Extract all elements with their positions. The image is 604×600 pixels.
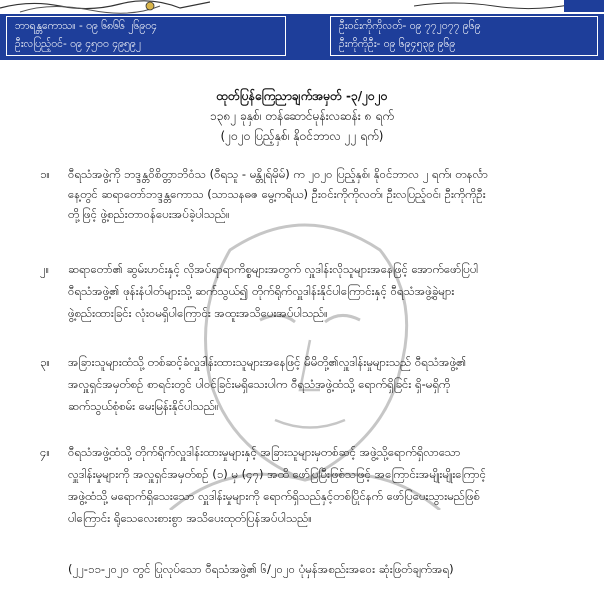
declaration-date-burmese: ၁၃၈၂ ခုနှစ်၊ တန်ဆောင်မုန်းလဆန်း ၈ ရက် bbox=[210, 109, 394, 123]
contact-line: ဦးဝင်းကိုကိုလတ်- ၀၉ ၇၇၂၀၇၇ ၉၆၉ bbox=[339, 20, 481, 32]
header-contact-bar bbox=[0, 14, 604, 58]
paragraph-number: ၁။ bbox=[40, 167, 50, 181]
declaration-title: ထုတ်ပြန်ကြေညာချက်အမှတ် -၃/၂၀၂၀ bbox=[216, 89, 388, 103]
paragraph-line: တို့ဖြင့် ဖွဲ့စည်းတာဝန်ပေးအပ်ခဲ့ပါသည်။ bbox=[68, 207, 230, 221]
contact-line: ဘာရန္တကောသ။ - ၀၉ ၆၈၆၆ ၂၆၉၀၄ bbox=[15, 20, 158, 32]
paragraph-line: ဆရာတော်၏ ဆွမ်းဟင်းနှင့် လိုအပ်ရာရာကိစ္စများအတွက် လှူဒါန်းလိုသူများအနေဖြင့် အောက်ဖော်ပြပါ bbox=[68, 262, 479, 276]
contact-line: ဦးကိုကိုဦး- ၀၉ ၆၉၄၅၃၉ ၉၆၉ bbox=[339, 38, 456, 50]
contact-line: ဦးလပြည့်ဝင်- ၀၉ ၄၅၀၀ ၄၉၅၉၂ bbox=[15, 38, 141, 50]
header-divider bbox=[0, 58, 604, 64]
declaration-date-gregorian: (၂၀၂၀ ပြည့်နှစ်၊ နိုဝင်ဘာလ ၂၂ ရက်) bbox=[220, 129, 384, 143]
paragraph-line: ဆက်သွယ်စုံစမ်း မေးမြန်းနိုင်ပါသည်။ bbox=[68, 399, 219, 413]
paragraph-number: ၄။ bbox=[40, 445, 50, 459]
paragraph-line: ပါကြောင်း ရိုသေလေးစားစွာ အသိပေးထုတ်ပြန်အပ်ပါသည်။ bbox=[68, 511, 312, 525]
paragraph-line: နေ့တွင် ဆရာတော်ဘဒ္ဒန္တကောသ (သာသနဓဇ မွေ့ကရိယ) ဦးဝင်းကိုကိုလတ်၊ ဦးလပြည့်ဝင်၊ ဦးကိုကိုဦး bbox=[68, 187, 486, 201]
paragraph-line: အခြားသူများထံသို့ တစ်ဆင့်ခံလှူဒါန်းထားသူများအနေဖြင့် မိမိတို့၏လှူဒါန်းမှုများသည် ဝီရသံအဖွဲ့၏ bbox=[68, 355, 467, 369]
contact-box-left bbox=[6, 16, 286, 56]
contact-box-right bbox=[330, 16, 598, 56]
paragraph-line: အလှူရှင်အမှတ်စဉ် စာရင်းတွင် ပါဝင်ခြင်းမရှိသေးပါက ဝီရသံအဖွဲ့ထံသို့ ရောက်ရှိခြင်း ရှိ-မရှိကို bbox=[68, 377, 451, 391]
paragraph-line: အဖွဲ့ထံသို့ မရောက်ရှိသေးသော လှူဒါန်းမှုများကို ရောက်ရှိသည်နှင့်တစ်ပြိုင်နက် ဖော်ပြပေးသွားမည်ဖြစ် bbox=[68, 489, 480, 503]
paragraph-line: ဝီရသံအဖွဲ့၏ ဖုန်းနံပါတ်များသို့ ဆက်သွယ်၍ တိုက်ရိုက်လှူဒါန်းနိုင်ပါကြောင်းနှင့် ဝီရသံအဖွဲ့ခွဲများ bbox=[68, 284, 455, 298]
ornament-right-art bbox=[414, 0, 604, 12]
paragraph-number: ၃။ bbox=[40, 355, 50, 369]
paragraph-line: လှူဒါန်းမှုများကို အလှူရှင်အမှတ်စဉ် (၁) မှ (၄၇) အထိ ဖော်ပြပြီးဖြစ်သဖြင့် အကြောင်းအမျိုးမျိုးကြောင့် bbox=[68, 467, 487, 481]
paragraph-number: ၂။ bbox=[40, 262, 50, 276]
paragraph-line: ဝီရသံအဖွဲ့ထံသို့ တိုက်ရိုက်လှူဒါန်းထားမှုများနှင့် အခြားသူများမှတစ်ဆင့် အဖွဲ့သို့ရောက်ရှိလာသော bbox=[68, 445, 461, 459]
header-banner bbox=[0, 0, 604, 64]
ornament-left-art bbox=[0, 0, 210, 14]
paragraph-line: ဝီရသံအဖွဲ့ကို ဘဒ္ဒန္တဝိစိတ္တာဘိဝံသ (ဝီရသူ - မန္တိုရ်မိုမ်) က ၂၀၂၀ ပြည့်နှစ်၊ နိုဝင်ဘာလ ၂ ရက်၊ တနင်္လာ bbox=[68, 167, 489, 181]
paragraph-line: ဖွဲ့စည်းထားခြင်း လုံးဝမရှိပါကြောင်း အထူးအသိပေးအပ်ပါသည်။ bbox=[68, 306, 328, 320]
footer-reference-note: (၂၂-၁၁-၂၀၂၀ တွင် ပြုလုပ်သော ဝီရသံအဖွဲ့၏ ၆/၂၀၂၀ ပုံမှန်အစည်းအဝေး ဆုံးဖြတ်ချက်အရ) bbox=[68, 562, 454, 576]
